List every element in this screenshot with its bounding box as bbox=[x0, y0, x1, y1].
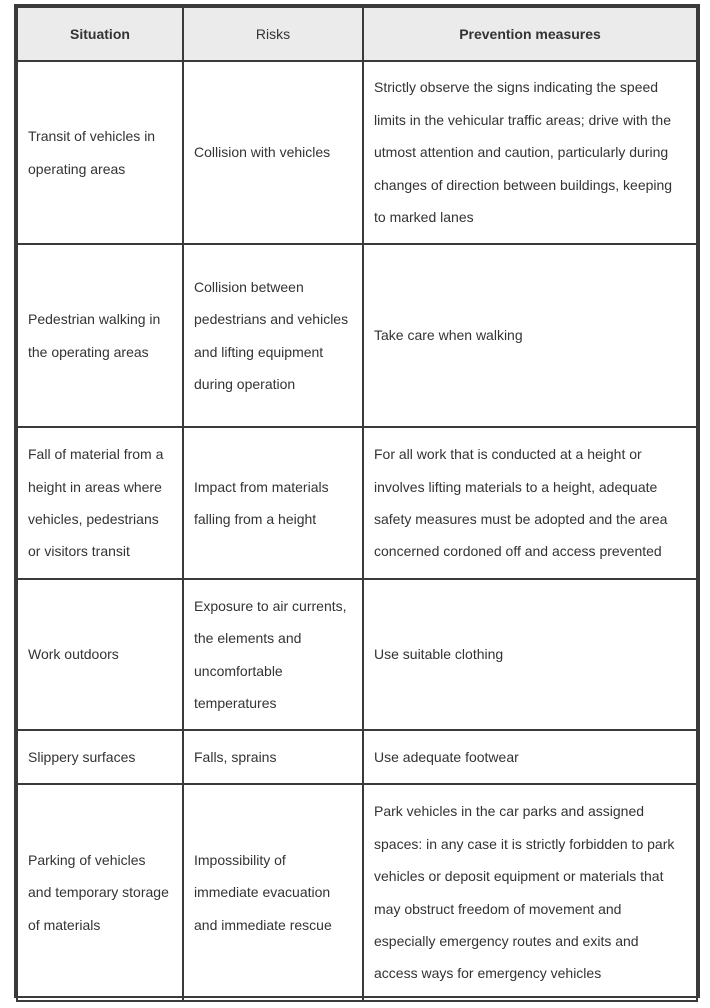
cell-prevention: Park vehicles in the car parks and assigned spaces: in any case it is strictly forbidden to park vehicles or deposit equipment or materials that may obstruct freedom of movement and especially emergency routes and exits and access ways for emergency vehicles bbox=[363, 784, 697, 1001]
cell-risks: Falls, sprains bbox=[183, 730, 363, 784]
table-row bbox=[17, 427, 697, 579]
cell-situation: Transit of vehicles in operating areas bbox=[17, 61, 183, 244]
cell-situation: Parking of vehicles and temporary storage of materials bbox=[17, 784, 183, 1001]
cell-risks: Collision with vehicles bbox=[183, 61, 363, 244]
table-row bbox=[17, 579, 697, 730]
cell-prevention: Use adequate footwear bbox=[363, 730, 697, 784]
cell-risks: Impact from materials falling from a height bbox=[183, 427, 363, 579]
cell-risks: Impossibility of immediate evacuation and immediate rescue bbox=[183, 784, 363, 1001]
header-risks: Risks bbox=[183, 7, 363, 61]
cell-situation: Slippery surfaces bbox=[17, 730, 183, 784]
table-row bbox=[17, 784, 697, 1001]
cell-prevention: Take care when walking bbox=[363, 244, 697, 427]
table-row bbox=[17, 61, 697, 244]
cell-prevention: Strictly observe the signs indicating the speed limits in the vehicular traffic areas; drive with the utmost attention and caution, particularly during changes of direction between buildings, keeping to marked lanes bbox=[363, 61, 697, 244]
cell-risks: Collision between pedestrians and vehicles and lifting equipment during operation bbox=[183, 244, 363, 427]
cell-risks: Exposure to air currents, the elements and uncomfortable temperatures bbox=[183, 579, 363, 730]
cell-situation: Fall of material from a height in areas where vehicles, pedestrians or visitors transit bbox=[17, 427, 183, 579]
cell-prevention: Use suitable clothing bbox=[363, 579, 697, 730]
cell-situation: Work outdoors bbox=[17, 579, 183, 730]
safety-table-container bbox=[14, 4, 700, 998]
table-row bbox=[17, 244, 697, 427]
header-situation: Situation bbox=[17, 7, 183, 61]
table-header-row bbox=[17, 7, 697, 61]
cell-prevention: For all work that is conducted at a height or involves lifting materials to a height, adequate safety measures must be adopted and the area concerned cordoned off and access prevented bbox=[363, 427, 697, 579]
safety-risks-table bbox=[16, 6, 698, 1002]
header-prevention-measures: Prevention measures bbox=[363, 7, 697, 61]
table-row bbox=[17, 730, 697, 784]
cell-situation: Pedestrian walking in the operating areas bbox=[17, 244, 183, 427]
